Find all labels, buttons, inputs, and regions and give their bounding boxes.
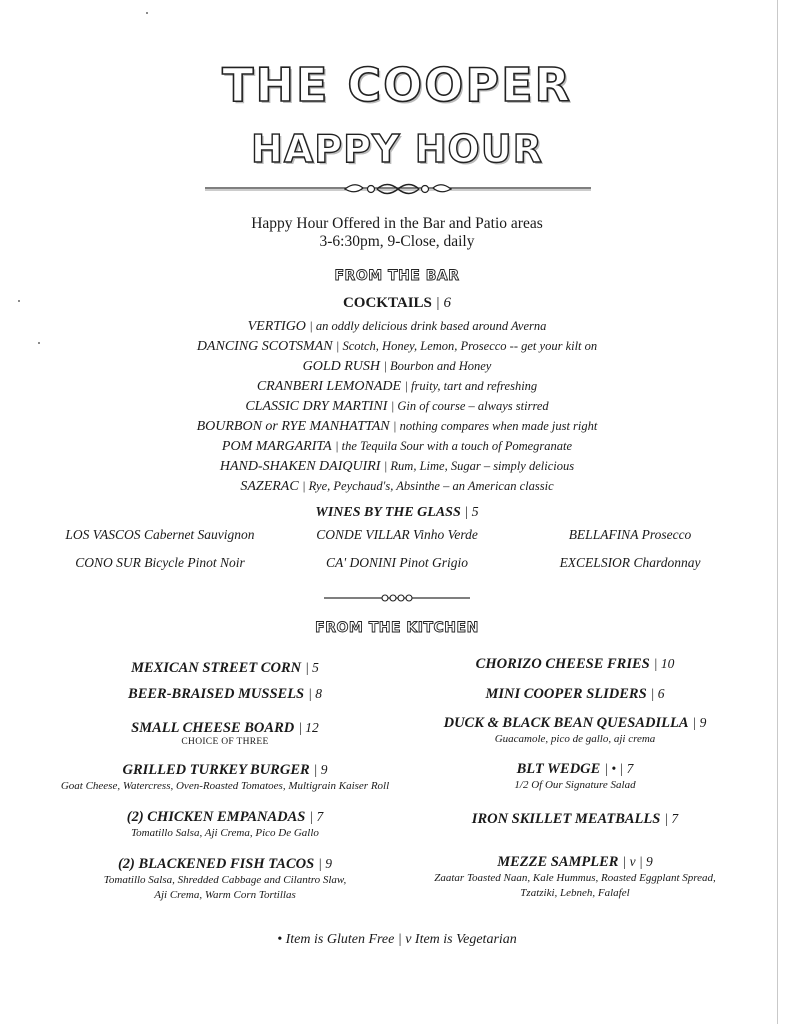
kitchen-item-desc: CHOICE OF THREE	[181, 737, 269, 747]
kitchen-item	[25, 761, 425, 794]
cocktail-desc: | fruity, tart and refreshing	[404, 379, 538, 393]
kitchen-item-name: MINI COOPER SLIDERS	[485, 686, 647, 702]
kitchen-item-desc: 1/2 Of Our Signature Salad	[514, 779, 636, 791]
kitchen-item-price: | 5	[305, 660, 319, 675]
kitchen-item-price: | 9	[313, 762, 328, 777]
wine-producer: LOS VASCOS	[65, 527, 141, 542]
kitchen-item-name: (2) BLACKENED FISH TACOS	[117, 856, 315, 872]
kitchen-item-name: GRILLED TURKEY BURGER	[122, 762, 310, 778]
cocktail-desc: | an oddly delicious drink based around Averna	[309, 319, 547, 333]
cocktails-price: | 6	[435, 295, 452, 311]
kitchen-item-price: | 12	[298, 720, 319, 735]
restaurant-name: THE COOPER	[222, 58, 572, 112]
cocktail-name: BOURBON or RYE MANHATTAN	[196, 419, 390, 434]
dietary-legend: • Item is Gluten Free | v Item is Vegetarian	[277, 932, 517, 947]
cocktail-item	[0, 336, 794, 356]
kitchen-item-desc: Zaatar Toasted Naan, Kale Hummus, Roasted Eggplant Spread,	[434, 872, 716, 884]
cocktail-item	[0, 356, 794, 376]
cocktail-item	[0, 376, 794, 396]
kitchen-item-price: | 7	[664, 811, 679, 826]
wine-varietal: Pinot Grigio	[399, 555, 469, 570]
kitchen-item-price: | v | 9	[622, 854, 653, 869]
cocktail-name: GOLD RUSH	[302, 359, 381, 374]
wine-producer: CONO SUR	[75, 555, 141, 570]
kitchen-item	[80, 685, 370, 703]
wine-item	[60, 555, 260, 571]
kitchen-item-name: BLT WEDGE	[516, 761, 601, 777]
kitchen-item-name: MEZZE SAMPLER	[497, 854, 619, 870]
cocktail-desc: | Bourbon and Honey	[383, 359, 492, 373]
wine-varietal: Chardonnay	[633, 555, 701, 570]
wine-producer: CONDE VILLAR	[316, 527, 410, 542]
wine-varietal: Prosecco	[641, 527, 692, 542]
wine-producer: EXCELSIOR	[559, 555, 631, 570]
section-heading-kitchen: FROM THE KITCHEN	[315, 620, 479, 636]
kitchen-item-desc: Tomatillo Salsa, Aji Crema, Pico De Gallo	[131, 827, 319, 839]
wines-price: | 5	[464, 505, 479, 520]
cocktail-name: VERTIGO	[247, 319, 306, 334]
kitchen-item-name: DUCK & BLACK BEAN QUESADILLA	[443, 715, 689, 731]
kitchen-item-name: IRON SKILLET MEATBALLS	[471, 811, 661, 827]
kitchen-item-price: | 10	[653, 656, 675, 671]
kitchen-item	[420, 853, 730, 901]
kitchen-item	[430, 655, 720, 673]
kitchen-item-price: | 6	[650, 686, 665, 701]
cocktail-name: POM MARGARITA	[221, 439, 332, 454]
cocktail-item	[0, 436, 794, 456]
cocktail-item	[0, 416, 794, 436]
cocktails-label: COCKTAILS	[342, 295, 432, 311]
cocktail-item	[0, 396, 794, 416]
wine-varietal: Vinho Verde	[412, 527, 478, 542]
wine-item	[60, 527, 260, 543]
cocktail-name: HAND-SHAKEN DAIQUIRI	[219, 459, 381, 474]
kitchen-item-name: SMALL CHEESE BOARD	[131, 720, 295, 736]
cocktail-desc: | Gin of course – always stirred	[390, 399, 549, 413]
cocktail-name: SAZERAC	[240, 479, 299, 494]
kitchen-item-name: MEXICAN STREET CORN	[131, 660, 302, 676]
wine-item	[295, 555, 499, 571]
kitchen-item	[430, 760, 720, 793]
cocktail-list	[0, 316, 794, 496]
cocktail-desc: | Rum, Lime, Sugar – simply delicious	[383, 459, 575, 473]
small-divider-icon	[324, 592, 470, 604]
kitchen-item	[80, 808, 370, 841]
kitchen-item-price: | 9	[318, 856, 333, 871]
cocktail-item	[0, 476, 794, 496]
wine-item	[530, 555, 730, 571]
kitchen-item	[430, 685, 720, 703]
cocktail-item	[0, 456, 794, 476]
offer-line-2: 3-6:30pm, 9-Close, daily	[319, 233, 475, 250]
wines-label: WINES BY THE GLASS	[315, 505, 461, 520]
kitchen-item-name: (2) CHICKEN EMPANADAS	[126, 809, 306, 825]
cocktail-desc: | Rye, Peychaud's, Absinthe – an American classic	[302, 479, 554, 493]
wine-producer: BELLAFINA	[568, 527, 639, 542]
wine-varietal: Cabernet Sauvignon	[143, 527, 255, 542]
cocktail-desc: | the Tequila Sour with a touch of Pomegranate	[335, 439, 573, 453]
wines-heading	[0, 505, 794, 521]
wine-item	[530, 527, 730, 543]
kitchen-item-desc: Tomatillo Salsa, Shredded Cabbage and Cilantro Slaw,	[103, 874, 347, 886]
kitchen-item-name: BEER-BRAISED MUSSELS	[128, 686, 305, 702]
kitchen-item-desc-2: Aji Crema, Warm Corn Tortillas	[154, 889, 296, 901]
kitchen-item-desc-2: Tzatziki, Lebneh, Falafel	[520, 887, 630, 899]
wine-item	[295, 527, 499, 543]
kitchen-item-name: CHORIZO CHEESE FRIES	[475, 656, 650, 672]
offer-line-1: Happy Hour Offered in the Bar and Patio areas	[251, 215, 543, 232]
cocktails-heading	[0, 295, 794, 312]
kitchen-item	[80, 719, 370, 747]
cocktail-name: CRANBERI LEMONADE	[256, 379, 402, 394]
cocktail-name: CLASSIC DRY MARTINI	[245, 399, 388, 414]
scan-speck	[146, 12, 148, 14]
cocktail-name: DANCING SCOTSMAN	[196, 339, 333, 354]
kitchen-item	[430, 810, 720, 828]
page-title: HAPPY HOUR	[251, 127, 543, 171]
cocktail-desc: | nothing compares when made just right	[393, 419, 598, 433]
kitchen-item-price: | 8	[308, 686, 322, 701]
kitchen-item-price: | 9	[692, 715, 707, 730]
ornamental-divider-icon	[205, 179, 591, 197]
kitchen-item	[80, 659, 370, 677]
wine-producer: CA' DONINI	[325, 555, 396, 570]
cocktail-item	[0, 316, 794, 336]
kitchen-item-price: | • | 7	[604, 761, 634, 776]
kitchen-item-price: | 7	[309, 809, 324, 824]
kitchen-item	[430, 714, 720, 747]
kitchen-item-desc: Goat Cheese, Watercress, Oven-Roasted Tomatoes, Multigrain Kaiser Roll	[60, 780, 390, 792]
kitchen-item	[60, 855, 390, 903]
wine-varietal: Bicycle Pinot Noir	[144, 555, 245, 570]
cocktail-desc: | Scotch, Honey, Lemon, Prosecco -- get your kilt on	[335, 339, 598, 353]
section-heading-bar: FROM THE BAR	[334, 268, 460, 284]
kitchen-item-desc: Guacamole, pico de gallo, aji crema	[494, 733, 656, 745]
